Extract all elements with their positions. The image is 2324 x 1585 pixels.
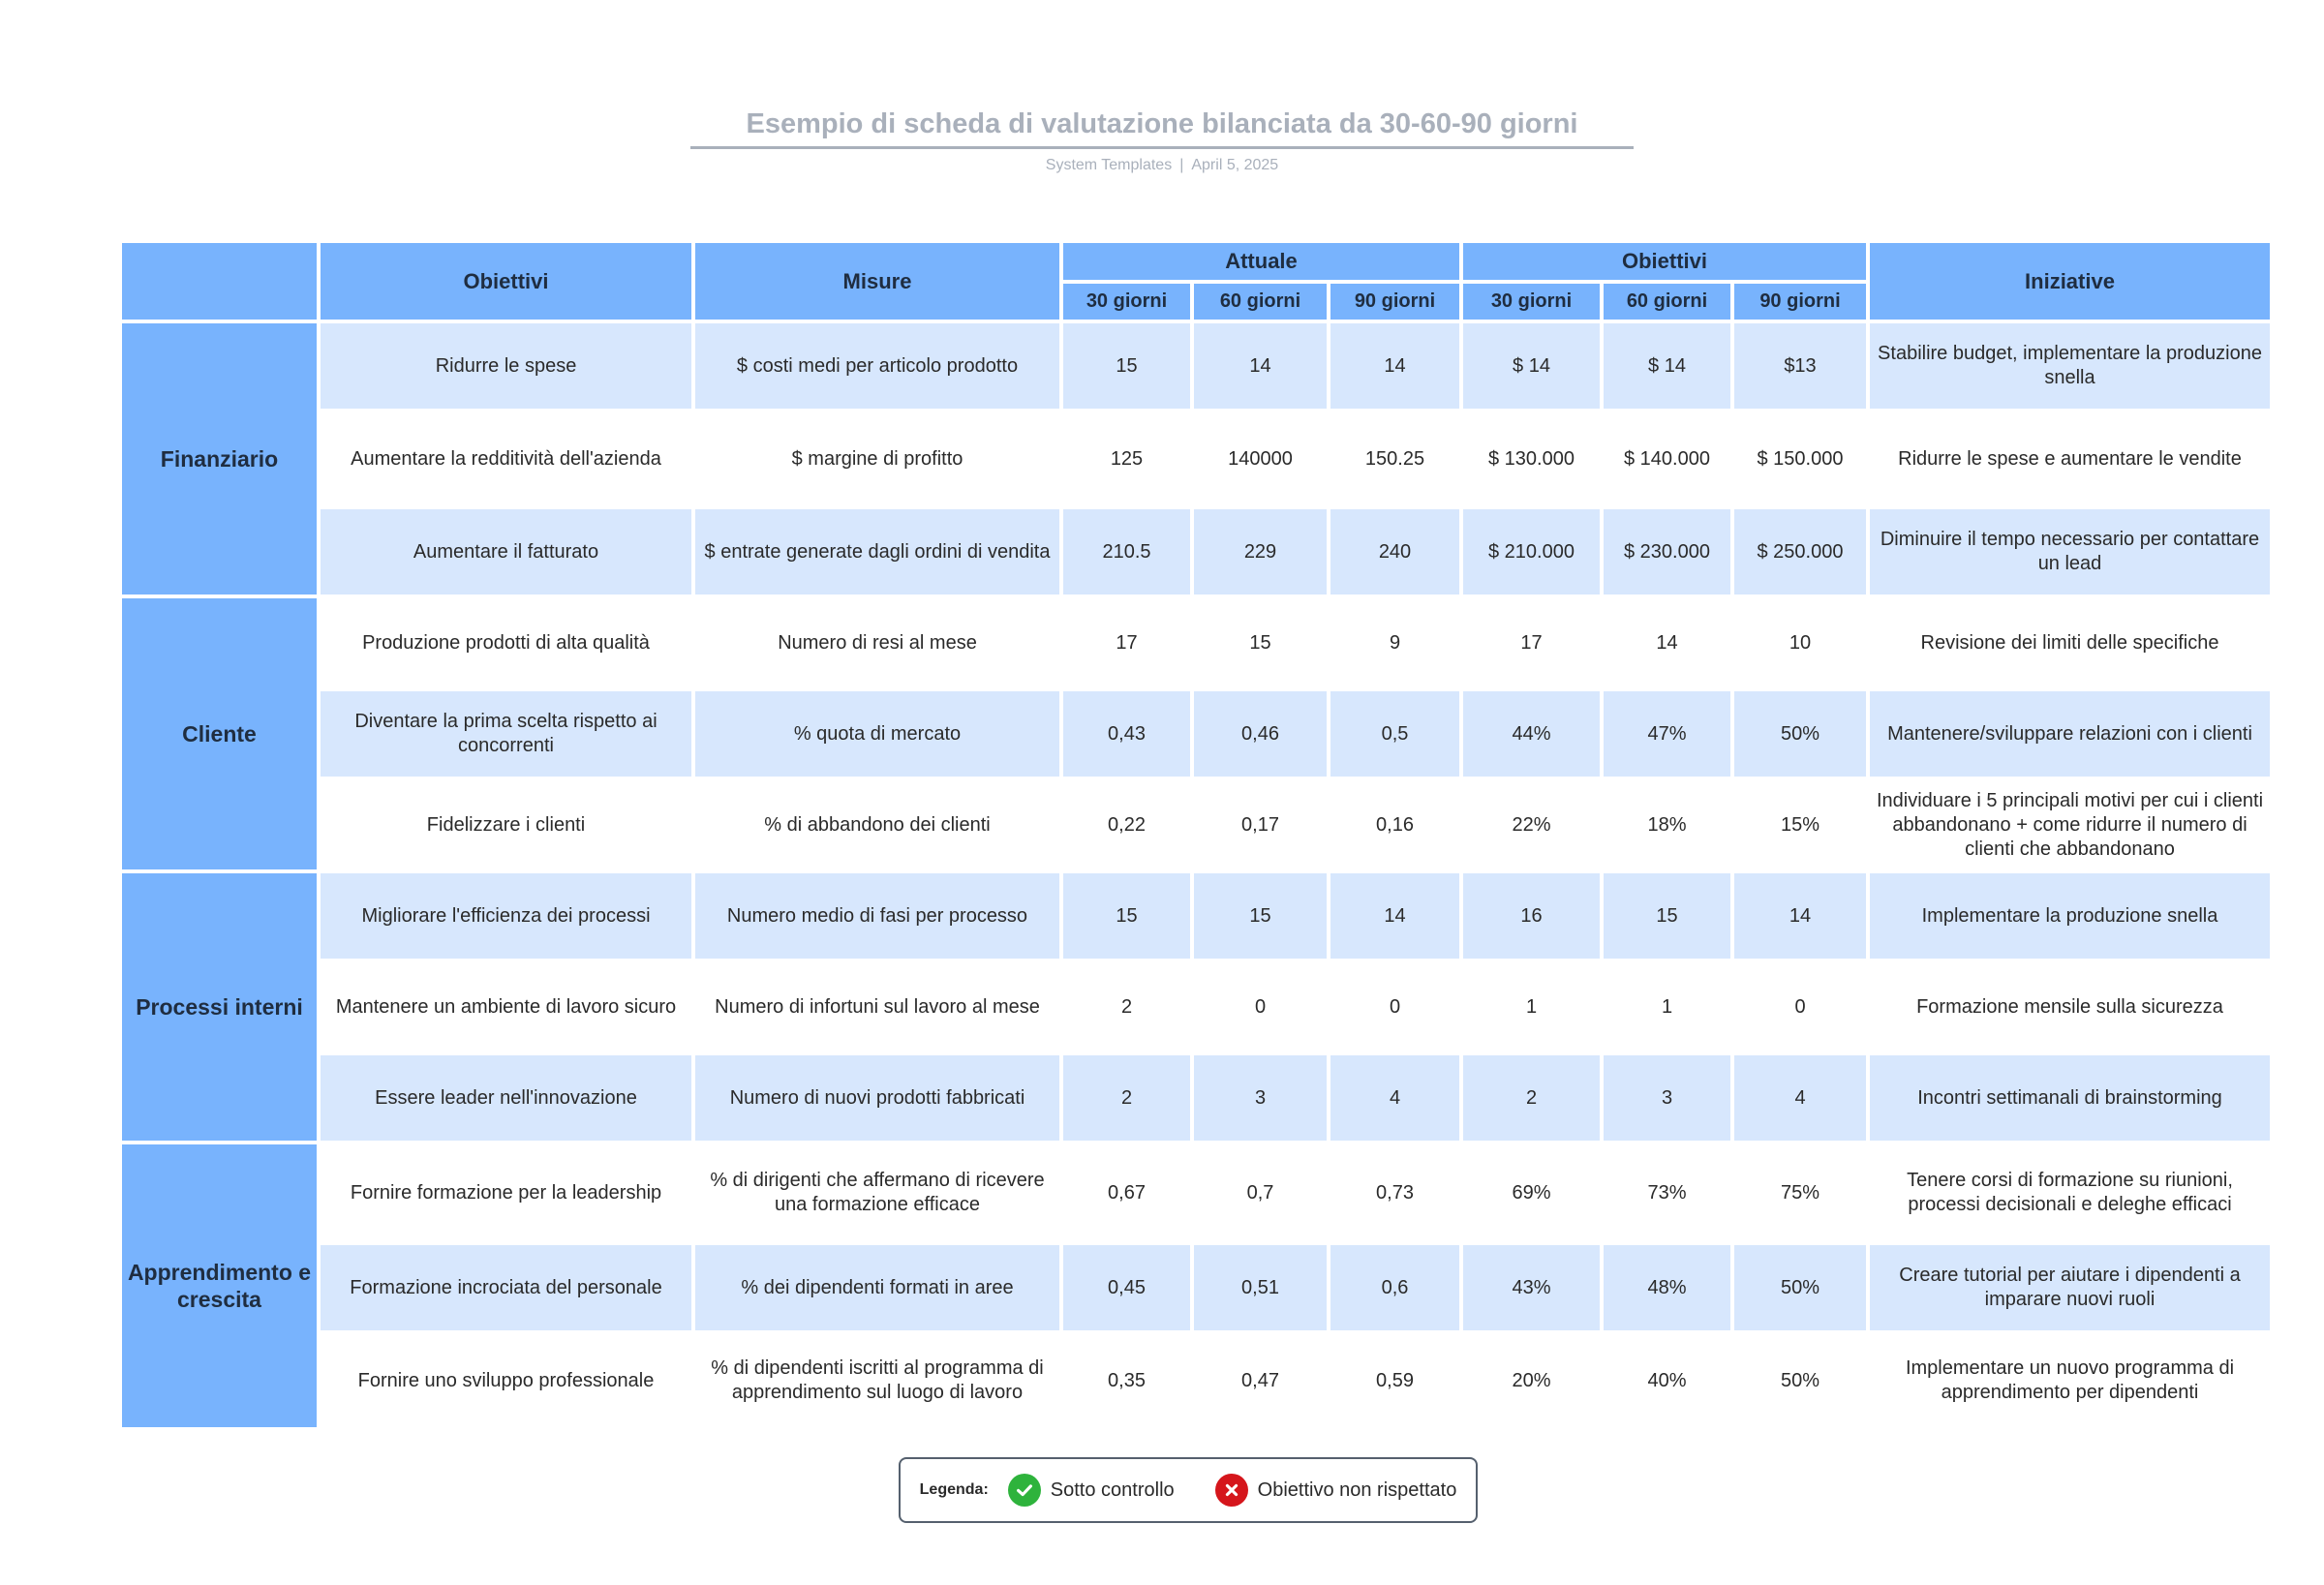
actual-60-cell: 0,7 [1194,1144,1327,1241]
target-30-cell: 2 [1463,1055,1600,1141]
target-30-cell: $ 130.000 [1463,412,1600,505]
actual-60-cell: 14 [1194,323,1327,409]
target-30-cell: 16 [1463,873,1600,959]
target-60-cell: 47% [1604,691,1730,777]
header-target-90: 90 giorni [1734,284,1866,320]
target-60-cell: $ 140.000 [1604,412,1730,505]
target-90-cell: 50% [1734,1245,1866,1330]
target-90-cell: 50% [1734,691,1866,777]
actual-90-cell: 14 [1330,873,1459,959]
objective-cell: Mantenere un ambiente di lavoro sicuro [321,962,691,1052]
objective-cell: Aumentare la redditività dell'azienda [321,412,691,505]
target-60-cell: 73% [1604,1144,1730,1241]
target-30-cell: $ 14 [1463,323,1600,409]
target-90-cell: 50% [1734,1334,1866,1427]
actual-60-cell: 15 [1194,873,1327,959]
header-actual-90: 90 giorni [1330,284,1459,320]
header-target-60: 60 giorni [1604,284,1730,320]
target-90-cell: 0 [1734,962,1866,1052]
header-measures: Misure [695,243,1059,320]
actual-60-cell: 3 [1194,1055,1327,1141]
initiative-cell: Stabilire budget, implementare la produzione snella [1870,323,2270,409]
x-circle-icon [1215,1474,1248,1507]
header-targets: Obiettivi [1463,243,1866,280]
target-30-cell: 22% [1463,780,1600,869]
legend-on-track-label: Sotto controllo [1050,1478,1175,1501]
date-label: April 5, 2025 [1191,157,1279,173]
objective-cell: Aumentare il fatturato [321,509,691,594]
actual-60-cell: 15 [1194,598,1327,687]
target-90-cell: 15% [1734,780,1866,869]
measure-cell: Numero di resi al mese [695,598,1059,687]
actual-90-cell: 0,59 [1330,1334,1459,1427]
table-row [122,1334,2270,1427]
initiative-cell: Ridurre le spese e aumentare le vendite [1870,412,2270,505]
measure-cell: % di dirigenti che affermano di ricevere una formazione efficace [695,1144,1059,1241]
table-row [122,1144,2270,1241]
measure-cell: Numero di infortuni sul lavoro al mese [695,962,1059,1052]
corner-header [122,243,317,320]
initiative-cell: Mantenere/sviluppare relazioni con i clienti [1870,691,2270,777]
actual-60-cell: 0 [1194,962,1327,1052]
target-60-cell: $ 14 [1604,323,1730,409]
table-row [122,962,2270,1052]
target-90-cell: $ 150.000 [1734,412,1866,505]
actual-30-cell: 2 [1063,962,1190,1052]
actual-90-cell: 0 [1330,962,1459,1052]
objective-cell: Essere leader nell'innovazione [321,1055,691,1141]
category-label: Processi interni [122,873,317,1141]
target-60-cell: 1 [1604,962,1730,1052]
table-row [122,412,2270,505]
actual-60-cell: 0,47 [1194,1334,1327,1427]
measure-cell: Numero di nuovi prodotti fabbricati [695,1055,1059,1141]
target-30-cell: 17 [1463,598,1600,687]
table-row [122,323,2270,409]
initiative-cell: Tenere corsi di formazione su riunioni, processi decisionali e deleghe efficaci [1870,1144,2270,1241]
target-60-cell: 14 [1604,598,1730,687]
actual-90-cell: 0,16 [1330,780,1459,869]
actual-90-cell: 0,5 [1330,691,1459,777]
objective-cell: Migliorare l'efficienza dei processi [321,873,691,959]
document-header [0,108,2324,174]
initiative-cell: Formazione mensile sulla sicurezza [1870,962,2270,1052]
header-actual: Attuale [1063,243,1459,280]
category-label: Cliente [122,598,317,869]
actual-90-cell: 4 [1330,1055,1459,1141]
actual-90-cell: 240 [1330,509,1459,594]
target-90-cell: 14 [1734,873,1866,959]
initiative-cell: Implementare la produzione snella [1870,873,2270,959]
actual-90-cell: 14 [1330,323,1459,409]
actual-90-cell: 9 [1330,598,1459,687]
table-row [122,509,2270,594]
target-30-cell: 20% [1463,1334,1600,1427]
actual-30-cell: 210.5 [1063,509,1190,594]
objective-cell: Diventare la prima scelta rispetto ai concorrenti [321,691,691,777]
target-60-cell: 3 [1604,1055,1730,1141]
initiative-cell: Creare tutorial per aiutare i dipendenti a imparare nuovi ruoli [1870,1245,2270,1330]
actual-30-cell: 17 [1063,598,1190,687]
table-row [122,873,2270,959]
legend-title: Legenda: [919,1481,989,1498]
target-30-cell: 43% [1463,1245,1600,1330]
target-60-cell: 40% [1604,1334,1730,1427]
target-60-cell: 48% [1604,1245,1730,1330]
measure-cell: $ costi medi per articolo prodotto [695,323,1059,409]
target-30-cell: $ 210.000 [1463,509,1600,594]
scorecard-table [118,239,2274,1431]
actual-30-cell: 15 [1063,873,1190,959]
header-initiatives: Iniziative [1870,243,2270,320]
objective-cell: Fornire uno sviluppo professionale [321,1334,691,1427]
target-60-cell: $ 230.000 [1604,509,1730,594]
page-title: Esempio di scheda di valutazione bilanciata da 30-60-90 giorni [690,108,1635,149]
target-30-cell: 69% [1463,1144,1600,1241]
measure-cell: Numero medio di fasi per processo [695,873,1059,959]
measure-cell: % di dipendenti iscritti al programma di apprendimento sul luogo di lavoro [695,1334,1059,1427]
initiative-cell: Diminuire il tempo necessario per contattare un lead [1870,509,2270,594]
target-90-cell: $13 [1734,323,1866,409]
actual-60-cell: 0,17 [1194,780,1327,869]
actual-30-cell: 0,67 [1063,1144,1190,1241]
actual-60-cell: 0,46 [1194,691,1327,777]
measure-cell: $ entrate generate dagli ordini di vendita [695,509,1059,594]
actual-90-cell: 150.25 [1330,412,1459,505]
actual-30-cell: 125 [1063,412,1190,505]
measure-cell: $ margine di profitto [695,412,1059,505]
table-row [122,780,2270,869]
actual-30-cell: 15 [1063,323,1190,409]
target-60-cell: 15 [1604,873,1730,959]
actual-60-cell: 140000 [1194,412,1327,505]
objective-cell: Fornire formazione per la leadership [321,1144,691,1241]
measure-cell: % di abbandono dei clienti [695,780,1059,869]
actual-90-cell: 0,6 [1330,1245,1459,1330]
objective-cell: Ridurre le spese [321,323,691,409]
header-objectives: Obiettivi [321,243,691,320]
target-30-cell: 1 [1463,962,1600,1052]
measure-cell: % quota di mercato [695,691,1059,777]
actual-60-cell: 229 [1194,509,1327,594]
measure-cell: % dei dipendenti formati in aree [695,1245,1059,1330]
target-90-cell: $ 250.000 [1734,509,1866,594]
separator: | [1179,157,1184,173]
legend-box [899,1457,1478,1523]
check-circle-icon [1008,1474,1041,1507]
initiative-cell: Incontri settimanali di brainstorming [1870,1055,2270,1141]
objective-cell: Produzione prodotti di alta qualità [321,598,691,687]
initiative-cell: Revisione dei limiti delle specifiche [1870,598,2270,687]
actual-30-cell: 2 [1063,1055,1190,1141]
source-label: System Templates [1045,157,1173,173]
target-30-cell: 44% [1463,691,1600,777]
target-90-cell: 10 [1734,598,1866,687]
table-row [122,598,2270,687]
target-60-cell: 18% [1604,780,1730,869]
objective-cell: Fidelizzare i clienti [321,780,691,869]
actual-30-cell: 0,43 [1063,691,1190,777]
actual-90-cell: 0,73 [1330,1144,1459,1241]
table-row [122,1245,2270,1330]
target-90-cell: 75% [1734,1144,1866,1241]
actual-30-cell: 0,22 [1063,780,1190,869]
header-actual-60: 60 giorni [1194,284,1327,320]
header-actual-30: 30 giorni [1063,284,1190,320]
initiative-cell: Individuare i 5 principali motivi per cui i clienti abbandonano + come ridurre il numero di clienti che abbandonano [1870,780,2270,869]
initiative-cell: Implementare un nuovo programma di apprendimento per dipendenti [1870,1334,2270,1427]
category-label: Apprendimento e crescita [122,1144,317,1427]
objective-cell: Formazione incrociata del personale [321,1245,691,1330]
category-label: Finanziario [122,323,317,594]
target-90-cell: 4 [1734,1055,1866,1141]
table-row [122,691,2270,777]
page-subtitle [0,157,2324,174]
actual-60-cell: 0,51 [1194,1245,1327,1330]
header-target-30: 30 giorni [1463,284,1600,320]
actual-30-cell: 0,45 [1063,1245,1190,1330]
legend-missed-label: Obiettivo non rispettato [1257,1478,1457,1501]
table-row [122,1055,2270,1141]
actual-30-cell: 0,35 [1063,1334,1190,1427]
